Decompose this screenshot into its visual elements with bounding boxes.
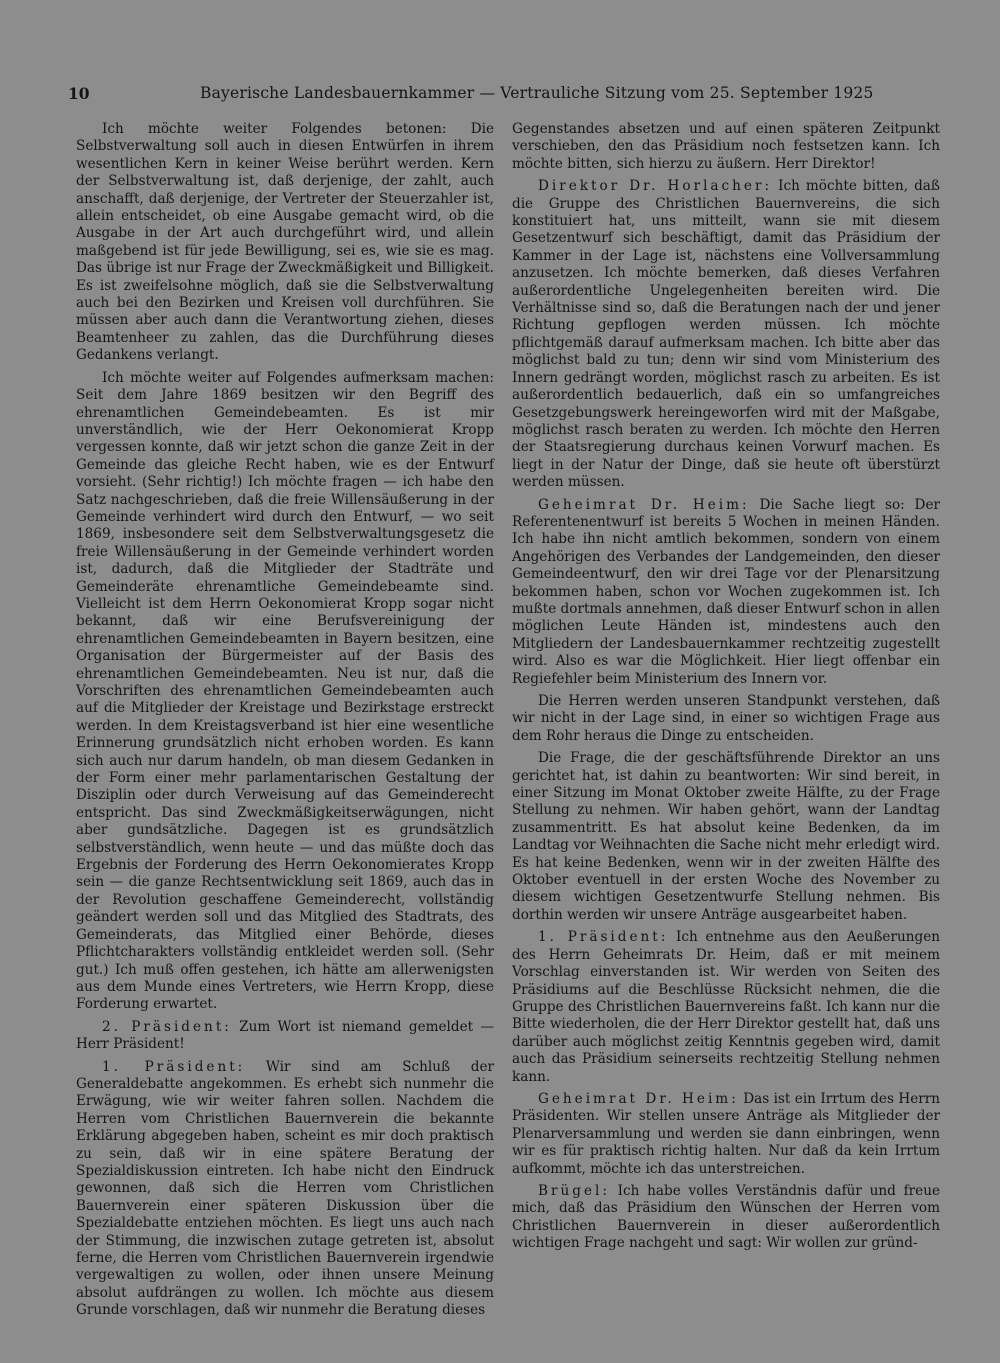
paragraph	[512, 1091, 940, 1178]
right-column	[512, 121, 940, 1258]
speaker-name: 1. Präsident:	[538, 929, 669, 946]
paragraph-text: Die Herren werden unseren Standpunkt verstehen, daß wir nicht in der Lage sind, in einer so wichtigen Frage aus dem Rohr heraus die Dinge zu entscheiden.	[512, 693, 940, 744]
paragraph	[512, 929, 940, 1086]
paragraph-text: Gegenstandes absetzen und auf einen späteren Zeitpunkt verschieben, den das Präsidium noch festsetzen kann. Ich möchte bitten, sich hierzu zu äußern. Herr Direktor!	[512, 121, 940, 172]
speaker-name: 2. Präsident:	[102, 1018, 232, 1035]
speaker-name: Geheimrat Dr. Heim:	[538, 496, 750, 513]
page-number: 10	[68, 84, 90, 103]
paragraph-text: Ich entnehme aus den Aeußerungen des Herrn Geheimrats Dr. Heim, daß er mit meinem Vorschlag einverstanden ist. Wir werden von Seiten des Präsidiums auf die Beschlüsse Rücksicht nehmen, die die Gruppe des Christlichen Bauernvereins faßt. Ich kann nur die Bitte wiederholen, die der Herr Direktor gestellt hat, daß uns darüber auch möglichst zeitig Kenntnis gegeben wird, damit auch das Präsidium seinerseits rechtzeitig Stellung nehmen kann.	[512, 929, 940, 1085]
speaker-name: 1. Präsident:	[102, 1058, 246, 1075]
page-header	[68, 84, 935, 108]
running-title: Bayerische Landesbauernkammer — Vertrauliche Sitzung vom 25. September 1925	[200, 84, 874, 102]
paragraph	[512, 693, 940, 745]
paragraph-text: Das ist ein Irrtum des Herrn Präsidenten. Wir stellen unsere Anträge als Mitglieder der Plenarversammlung und werden sie dann einbringen, wenn wir es für praktisch richtig halten. Nur daß da kein Irrtum aufkommt, möchte ich das unterstreichen.	[512, 1090, 941, 1177]
paragraph	[512, 121, 940, 173]
paragraph-text: Ich möchte weiter auf Folgendes aufmerksam machen: Seit dem Jahre 1869 besitzen wir den Begriff des ehrenamtlichen Gemeindebeamten. Es ist mir unverständlich, wie der Herr Oekonomierat Kropp vergessen konnte, daß wir jetzt schon die ganze Zeit in der Gemeinde das gleiche Recht haben, wie es der Entwurf vorsieht. (Sehr richtig!) Ich möchte fragen — ich habe den Satz nachgeschrieben, daß die freie Willensäußerung in der Gemeinde verhindert wird durch den Entwurf, — wo seit 1869, insbesondere seit dem Selbstverwaltungsgesetz die freie Willensäußerung in der Gemeinde verhindert worden ist, dadurch, daß die Mitglieder der Stadträte und Gemeinderäte ehrenamtliche Gemeindebeamte sind. Vielleicht ist dem Herrn Oekonomierat Kropp sogar nicht bekannt, daß wir eine Berufsvereinigung der ehrenamtlichen Gemeindebeamten in Bayern besitzen, eine Organisation der Bürgermeister auf der Basis des ehrenamtlichen Gemeindebeamten. Neu ist nur, daß die Vorschriften des ehrenamtlichen Gemeindebeamten auch auf die Mitglieder der Kreistage und Bezirkstage erstreckt werden. In dem Kreistagsverband ist hier eine wesentliche Erinnerung grundsätzlich nicht erhoben worden. Es kann sich auch nur darum handeln, ob man diesem Gedanken in der Form einer mehr parlamentarischen Gestaltung der Disziplin oder durch Verweisung auf das Gemeinderecht entspricht. Das sind Zweckmäßigkeitserwägungen, nicht aber gundsätzliche. Dagegen ist es grundsätzlich selbstverständlich, wenn heute — und das müßte doch das Ergebnis der Forderung des Herrn Oekonomierates Kropp sein — die ganze Rechtsentwicklung seit 1869, auch das in der Revolution geschaffene Gemeinderecht, vollständig geändert werden soll und das Mitglied des Stadtrats, des Gemeinderats, das Mitglied einer Behörde, dieses Pflichtcharakters vollständig entkleidet werden soll. (Sehr gut.) Ich muß offen gestehen, ich hätte am allerwenigsten aus dem Munde eines Vertreters, wie Herrn Kropp, diese Forderung erwartet.	[76, 369, 494, 1013]
paragraph-text: Ich habe volles Verständnis dafür und freue mich, daß das Präsidium den Wünschen der Herren vom Christlichen Bauernverein in dieser außerordentlich wichtigen Frage nachgeht und sagt: Wir wollen zur gründ-	[512, 1182, 940, 1252]
paragraph-text: Die Frage, die der geschäftsführende Direktor an uns gerichtet hat, ist dahin zu beantworten: Wir sind bereit, in einer Sitzung im Monat Oktober zweite Hälfte, zu der Frage Stellung zu nehmen. Wir haben gehört, wann der Landtag zusammentritt. Es hat absolut keine Bedenken, da im Landtag vor Weihnachten die Sache nicht mehr erledigt wird. Es hat keine Bedenken, wenn wir in der zweiten Hälfte des Oktober eventuell in der ersten Woche des November zu diesem wichtigen Gesetzentwurfe Stellung nehmen. Bis dorthin werden wir unsere Anträge ausgearbeitet haben.	[512, 750, 940, 923]
speaker-name: Brügel:	[538, 1182, 610, 1199]
paragraph-text: Wir sind am Schluß der Generaldebatte angekommen. Es erhebt sich nunmehr die Erwägung, wie wir weiter fahren sollen. Nachdem die Herren vom Christlichen Bauernverein die bekannte Erklärung abgegeben haben, scheint es mir doch praktisch zu sein, daß wir in eine spätere Beratung der Spezialdiskussion eintreten. Ich habe nicht den Eindruck gewonnen, daß sich die Herren vom Christlichen Bauernverein einer späteren Diskussion über die Spezialdebatte entziehen möchten. Es liegt uns auch nach der Stimmung, die inzwischen zutage getreten ist, absolut ferne, die Herren vom Christlichen Bauernverein irgendwie vergewaltigen zu wollen, oder ihnen unsere Meinung absolut aufdrängen zu wollen. Ich möchte aus diesem Grunde vorschlagen, daß wir nunmehr die Beratung dieses	[76, 1058, 494, 1319]
left-column	[76, 121, 494, 1325]
paragraph	[512, 750, 940, 924]
paragraph	[512, 1183, 940, 1253]
paragraph	[76, 1059, 494, 1320]
paragraph	[512, 497, 940, 688]
paragraph	[76, 1019, 494, 1054]
paragraph-text: Ich möchte bitten, daß die Gruppe des Christlichen Bauernvereins, die sich konstituiert hat, uns mitteilt, wann sie mit diesem Gesetzentwurf sich beschäftigt, damit das Präsidium der Kammer in der Lage ist, nächstens eine Vollversammlung anzusetzen. Ich möchte bemerken, daß dieses Verfahren außerordentliche Ungelegenheiten bereiten wird. Die Verhältnisse sind so, daß die Beratungen nach der und jener Richtung gepflogen werden müssen. Ich möchte pflichtgemäß darauf aufmerksam machen. Ich bitte aber das möglichst bald zu tun; denn wir sind vom Ministerium des Innern gedrängt worden, möglichst rasch zu arbeiten. Es ist außerordentlich bedauerlich, daß ein so umfangreiches Gesetzgebungswerk hereingeworfen wird mit der Maßgabe, möglichst rasch beraten zu werden. Ich möchte den Herren der Staatsregierung durchaus keinen Vorwurf machen. Es liegt in der Natur der Dinge, daß sie heute oft überstürzt werden müssen.	[512, 178, 940, 491]
speaker-name: Geheimrat Dr. Heim:	[538, 1090, 739, 1107]
paragraph-text: Ich möchte weiter Folgendes betonen: Die Selbstverwaltung soll auch in diesen Entwürfen in ihrem wesentlichen Kern in keiner Weise berührt werden. Kern der Selbstverwaltung ist, daß derjenige, der zahlt, auch anschafft, daß derjenige, der Vertreter der Steuerzahler ist, allein entscheidet, ob eine Ausgabe gemacht wird, ob die Ausgabe in der Art auch durchgeführt wird, und allein maßgebend ist für jede Bewilligung, sei es, wie sie es mag. Das übrige ist nur Frage der Zweckmäßigkeit und Billigkeit. Es ist zweifelsohne möglich, daß sie die Selbstverwaltung auch bei den Bezirken und Kreisen voll durchführen. Sie müssen aber auch dann die Verantwortung ziehen, dieses Beamtenheer zu zahlen, das die Durchführung dieses Gedankens verlangt.	[76, 121, 494, 364]
speaker-name: Direktor Dr. Horlacher:	[538, 178, 773, 195]
paragraph-text: Zum Wort ist niemand gemeldet — Herr Präsident!	[76, 1018, 494, 1053]
paragraph	[76, 370, 494, 1014]
paragraph	[76, 121, 494, 365]
paragraph	[512, 178, 940, 491]
paragraph-text: Die Sache liegt so: Der Referentenentwurf ist bereits 5 Wochen in meinen Händen. Ich habe ihn nicht amtlich bekommen, sondern von einem Angehörigen des Verbandes der Landgemeinden, den dieser Gemeindeentwurf, den wir drei Tage vor der Plenarsitzung bekommen haben, schon vor Wochen zugekommen ist. Ich mußte dortmals annehmen, daß dieser Entwurf schon in allen möglichen Leute Händen ist, mindestens auch den Mitgliedern der Landesbauernkammer rechtzeitig zugestellt wird. Also es war die Möglichkeit. Hier liegt offenbar ein Regiefehler beim Ministerium des Innern vor.	[512, 496, 940, 687]
